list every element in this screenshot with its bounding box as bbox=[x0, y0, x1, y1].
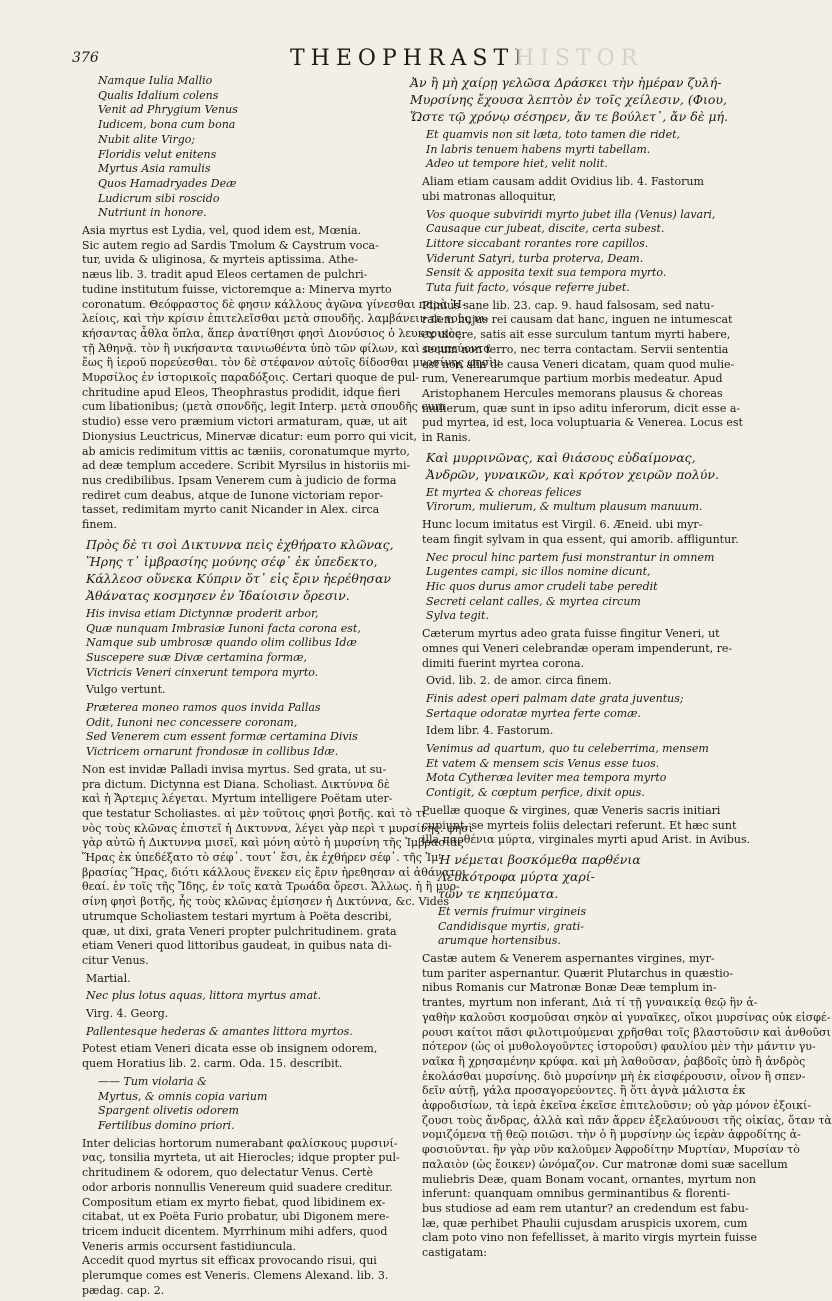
text-line: Potest etiam Veneri dicata esse ob insignem odorem, bbox=[82, 1042, 378, 1056]
text-line: ἕως ἢ ἱεροῦ πορεύεσθαι. τὸν δὲ στέφανον αὐτοῖς δίδοσθαι μυρσίνης φησὶν bbox=[82, 356, 501, 370]
ovid-verse bbox=[410, 692, 732, 721]
text-line: Ludicrum sibi roscido bbox=[98, 191, 220, 205]
text-line: Quos Hamadryades Deæ bbox=[98, 176, 237, 190]
text-line: Qualis Idalium colens bbox=[98, 88, 219, 102]
paragraph bbox=[410, 298, 743, 446]
ovid-verse bbox=[410, 742, 732, 801]
text-line: His invisa etiam Dictynnæ proderit arbor, bbox=[86, 606, 319, 620]
running-title: THEOPHRASTI bbox=[290, 46, 529, 71]
text-line: trantes, myrtum non inferant, Διὰ τί τῇ γυναικείᾳ θεῷ ἣν ἀ- bbox=[422, 996, 758, 1010]
text-line: Contigit, & cœptum perfice, dixit opus. bbox=[426, 786, 645, 800]
text-line: Nec procul hinc partem fusi monstrantur in omnem bbox=[426, 550, 715, 564]
page-number: 376 bbox=[72, 50, 99, 66]
text-line: γαθὴν καλοῦσι κοσμοῦσαι σηκὸν αἱ γυναῖκες, οἴκοι μυρσίνας οὐκ εἰσφέ- bbox=[422, 1010, 831, 1024]
quote-verse: Nec plus lotus aquas, littora myrtus amat. bbox=[86, 989, 322, 1003]
text-line: tasset, redimitam myrto canit Nicander in Alex. circa bbox=[82, 503, 380, 517]
text-line: Venimus ad quartum, quo tu celeberrima, mensem bbox=[426, 742, 709, 756]
text-line: clam poto vino non fefellisset, à marito virgis myrtein fuisse bbox=[422, 1231, 757, 1245]
latin-verse bbox=[410, 905, 732, 949]
text-line: βρασίας Ἥρας, διότι κάλλους ἕνεκεν εἰς ἔριν ἠρεθησαν αἱ ἀθάνατοι bbox=[82, 865, 467, 879]
text-line: Virorum, mulierum, & multum plausum manuum. bbox=[426, 500, 703, 514]
text-line: Littore siccabant rorantes rore capillos. bbox=[426, 236, 649, 250]
text-line: studio) esse vero præmium victori armaturam, quæ, ut ait bbox=[82, 415, 408, 429]
paragraph bbox=[410, 627, 732, 671]
text-line: tum pariter aspernantur. Quærit Plutarchus in quæstio- bbox=[422, 966, 734, 980]
text-line: Καὶ μυρρινῶνας, καὶ θιάσους εὐδαίμονας, bbox=[426, 449, 696, 465]
text-line: læ, quæ perhibet Phaulii cujusdam aruspicis uxorem, cum bbox=[422, 1216, 748, 1230]
text-line: est non alia de causa Veneri dicatam, quam quod mulie- bbox=[422, 357, 735, 371]
text-line: Suscepere suæ Divæ certamina formæ, bbox=[86, 650, 307, 664]
text-line: ναῖκα ἢ χρησαμένην κρύφα. καὶ μὴ λαθοῦσαν, ῥαβδοῖς ὑπὸ ἢ ἀνδρὸς bbox=[422, 1054, 806, 1068]
latin-verse bbox=[410, 486, 732, 515]
text-line: Aliam etiam causam addit Ovidius lib. 4. Fastorum bbox=[422, 175, 704, 189]
text-line: νας, tonsilia myrteta, ut ait Hierocles; idque propter pul- bbox=[82, 1151, 400, 1165]
text-line: nus credibilibus. Ipsam Venerem cum à judicio de forma bbox=[82, 473, 397, 487]
quote-verse: Pallentesque hederas & amantes littora myrtos. bbox=[86, 1024, 353, 1038]
text-line: Victricis Veneri cinxerunt tempora myrto. bbox=[86, 665, 319, 679]
text-line: των τε κηπεύματα. bbox=[438, 885, 559, 901]
text-line: Spargent olivetis odorem bbox=[98, 1104, 239, 1118]
text-line: omnes qui Veneri celebrandæ operam impenderunt, re- bbox=[422, 641, 733, 655]
text-line: chritudinem & odorem, quo delectatur Venus. Certè bbox=[82, 1166, 373, 1180]
virgil-verse bbox=[410, 551, 732, 625]
text-line: Asia myrtus est Lydia, vel, quod idem est, Mœnia. bbox=[82, 224, 362, 238]
text-line: Finis adest operi palmam date grata juventus; bbox=[426, 691, 684, 705]
text-line: Myrtus Asia ramulis bbox=[98, 162, 211, 176]
text-line: citur Venus. bbox=[82, 953, 149, 967]
text-line: Ἥρης τ᾽ ἰμβρασίης μούνης σέφ᾽ ἐκ ὑπεδεκτο, bbox=[86, 553, 378, 569]
text-line: Hic quos durus amor crudeli tabe peredit bbox=[426, 579, 658, 593]
text-line: ζουσι τοὺς ἄνδρας, ἀλλὰ καὶ πᾶν ἄρρεν ἐξελαύνουσι τῆς οἰκίας, ὅταν τὰ bbox=[422, 1113, 832, 1127]
text-line: καὶ ἡ Ἄρτεμις λέγεται. Myrtum intelligere Poëtam uter- bbox=[82, 792, 393, 806]
text-line: Tuta fuit facto, vósque referre jubet. bbox=[426, 281, 630, 295]
text-line: Vos quoque subviridi myrto jubet illa (Venus) lavari, bbox=[426, 207, 716, 221]
text-line: pra dictum. Dictynna est Diana. Scholiast. Δικτύννα δὲ bbox=[82, 777, 390, 791]
text-line: rediret cum deabus, atque de Iunone victoriam repor- bbox=[82, 488, 384, 502]
paragraph bbox=[70, 762, 474, 969]
horace-verse bbox=[70, 1075, 398, 1134]
text-line: Veneris armis occursent fastidiuncula. bbox=[82, 1239, 297, 1253]
text-line: Non est invidæ Palladi invisa myrtus. Sed grata, ut su- bbox=[82, 762, 387, 776]
text-line: Mota Cytheræa leviter mea tempora myrto bbox=[426, 771, 667, 785]
text-line: quæ, ut dixi, grata Veneri propter pulchritudinem. grata bbox=[82, 924, 397, 938]
text-line: Dionysius Leuctricus, Minervæ dicatur: eum porro qui vicit, bbox=[82, 429, 418, 443]
greek-verse bbox=[410, 449, 732, 483]
text-line: Et vatem & mensem scis Venus esse tuos. bbox=[426, 756, 660, 770]
text-line: Quæ nunquam Imbrasiæ Iunoni facta corona est, bbox=[86, 621, 361, 635]
text-line: Cæterum myrtus adeo grata fuisse fingitur Veneri, ut bbox=[422, 627, 720, 641]
text-line: Causaque cur jubeat, discite, certa subest. bbox=[426, 222, 665, 236]
text-line: nibus Romanis cur Matronæ Bonæ Deæ templum in- bbox=[422, 981, 717, 995]
text-line: arumque hortensibus. bbox=[438, 934, 561, 948]
text-line: Adeo ut tempore hiet, velit nolit. bbox=[426, 157, 608, 171]
text-line: Et quamvis non sit læta, toto tamen die ridet, bbox=[426, 128, 681, 141]
text-line: Ἀνδρῶν, γυναικῶν, καὶ κρότον χειρῶν πολύν. bbox=[426, 466, 719, 482]
text-line: Iudicem, bona cum bona bbox=[98, 118, 236, 132]
paragraph bbox=[70, 1042, 398, 1071]
text-line: Secreti celant calles, & myrtea circum bbox=[426, 594, 641, 608]
text-line: muliebris Deæ, quam Bonam vocant, ornantes, myrtum non bbox=[422, 1172, 756, 1186]
text-line: Πρὸς δὲ τι σοὶ Δικτυννα πεὶς ἐχθήρατο κλῶνας, bbox=[86, 536, 394, 552]
text-line: Candidisque myrtis, grati- bbox=[438, 919, 584, 933]
text-line: Namque sub umbrosæ quando olim collibus Idæ bbox=[86, 636, 357, 650]
text-line: pædag. cap. 2. bbox=[82, 1283, 165, 1297]
text-line: Floridis velut enitens bbox=[98, 147, 217, 161]
text-line: Ὥστε τῷ χρόνῳ σέσηρεν, ἄν τε βούλετ᾽, ἄν δὲ μή. bbox=[410, 109, 728, 124]
text-line: Sic autem regio ad Sardis Tmolum & Caystrum voca- bbox=[82, 238, 379, 252]
vulgo-label: Vulgo vertunt. bbox=[86, 683, 166, 697]
text-line: Ἡ νέμεται βοσκόμεθα παρθένια bbox=[438, 851, 641, 867]
text-line: Sensit & apposita texit sua tempora myrto. bbox=[426, 266, 667, 280]
text-line: Κάλλεοσ οὕνεκα Κύπριν ὅτ᾽ εἰς ἔριν ἠερέθησαν bbox=[86, 570, 391, 586]
text-line: Μυρσίνης ἔχουσα λεπτὸν ἐν τοῖς χείλεσιν, (Φιου, bbox=[410, 92, 727, 107]
text-line: in Ranis. bbox=[422, 431, 471, 445]
text-line: Sertaque odoratæ myrtea ferte comæ. bbox=[426, 706, 641, 720]
text-line: coronatum. Θεόφραστος δὲ φησιν κάλλους ἀγῶνα γίνεσθαι παρὰ Ἠ- bbox=[82, 297, 466, 311]
text-line: team fingit sylvam in qua essent, qui amorib. affliguntur. bbox=[422, 532, 739, 546]
text-line: Λευκότροφα μύρτα χαρί- bbox=[438, 868, 595, 884]
text-line: citabat, ut ex Poëta Furio probatur, ubi Digonem mere- bbox=[82, 1210, 390, 1224]
text-line: τῇ Ἀθηνᾷ. τὸν ἢ νικήσαντα ταινιωθέντα ὑπὸ τῶν φίλων, καὶ πομπεύοντα bbox=[82, 341, 491, 355]
text-line: —— Tum violaria & bbox=[98, 1074, 207, 1088]
paragraph bbox=[410, 952, 832, 1261]
text-line: ἐκολάσθαι μυρσίνης. διὸ μυρσίνην μὴ ἐκ εἰσφέρουσιν, οἶνον ἢ σπεν- bbox=[422, 1069, 806, 1083]
text-line: mulierum, quæ sunt in ipso aditu inferorum, dicit esse a- bbox=[422, 401, 741, 415]
text-line: Viderunt Satyri, turba proterva, Deam. bbox=[426, 251, 644, 265]
text-line: pud myrtea, id est, loca voluptuaria & Venerea. Locus est bbox=[422, 416, 743, 430]
citation-label: Idem libr. 4. Fastorum. bbox=[426, 724, 554, 738]
text-line: λείοις, καὶ τὴν κρίσιν ἐπιτελεῖσθαι μετὰ σπουδῆς. λαμβάνειν τε τοὺς νι- bbox=[82, 312, 489, 326]
text-line: Odit, Iunoni nec concessere coronam, bbox=[86, 715, 298, 729]
text-line: Nutriunt in honore. bbox=[98, 206, 207, 220]
text-line: finem. bbox=[82, 518, 117, 532]
catullus-verse bbox=[70, 74, 398, 221]
text-line: Puellæ quoque & virgines, quæ Veneris sacris initiari bbox=[422, 803, 721, 817]
text-line: cupiunt, se myrteis foliis delectari referunt. Et hæc sunt bbox=[422, 818, 737, 832]
text-line: Hunc locum imitatus est Virgil. 6. Æneid. ubi myr- bbox=[422, 518, 703, 532]
text-line: φοσιοῦνται. ἣν γὰρ νῦν καλοῦμεν Ἀφροδίτην Μυρτίαν, Μυρσίαν τὸ bbox=[422, 1143, 800, 1157]
text-line: ab amicis redimitum vittis ac tæniis, coronatumque myrto, bbox=[82, 444, 410, 458]
text-line: castigatam: bbox=[422, 1246, 488, 1260]
text-line: bus studiose ad eam rem utantur? an credendum est fabu- bbox=[422, 1202, 749, 1215]
latin-verse bbox=[410, 128, 732, 172]
paragraph bbox=[410, 175, 732, 204]
text-line: Sylva tegit. bbox=[426, 609, 489, 623]
text-line: Ἀθάνατας κοσμησεν ἐν Ἰδαίοισιν ὄρεσιν. bbox=[86, 587, 350, 603]
citation-label: Martial. bbox=[86, 971, 131, 985]
text-line: σίνη φησὶ βοτῆς, ἧς τοὺς κλῶνας ἐμίσησεν ἡ Δικτύννα, &c. Vides bbox=[82, 895, 449, 909]
text-line: tur, uvida & uliginosa, & myrteis aptissima. Athe- bbox=[82, 253, 358, 267]
text-line: Victricem ornarunt frondosæ in collibus Idæ. bbox=[86, 745, 339, 759]
text-line: que testatur Scholiastes. αἱ μὲν τοῦτοις φησὶ βοτῆς. καὶ τὸ τι- bbox=[82, 806, 430, 820]
text-line: Et vernis fruimur virgineis bbox=[438, 904, 587, 918]
text-line: Nubit alite Virgo; bbox=[98, 132, 196, 146]
text-line: νομιζόμενα τῇ θεῷ ποιῶσι. τὴν ὁ ἢ μυρσίνην ὡς ἱερὰν ἀφροδίτης ἀ- bbox=[422, 1128, 801, 1142]
text-line: næus lib. 3. tradit apud Eleos certamen de pulchri- bbox=[82, 268, 368, 282]
text-line: Castæ autem & Venerem aspernantes virgines, myr- bbox=[422, 952, 715, 966]
text-line: chritudine apud Eleos, Theophrastus prodidit, idque fieri bbox=[82, 385, 401, 399]
text-line: Accedit quod myrtus sit efficax provocando risui, qui bbox=[82, 1254, 377, 1268]
text-line: παλαιὸν (ὡς ἔοικεν) ὠνόμαζον. Cur matronæ domi suæ sacellum bbox=[422, 1157, 788, 1171]
text-line: etiam Veneri quod littoribus gaudeat, in quibus nata di- bbox=[82, 939, 392, 953]
bleed-through-text: HISTOR bbox=[515, 46, 644, 71]
text-line: Namque Iulia Mallio bbox=[98, 74, 213, 87]
paragraph bbox=[410, 803, 751, 848]
text-line: Venit ad Phrygium Venus bbox=[98, 103, 238, 117]
text-line: tudine institutum fuisse, victoremque a: Minerva myrto bbox=[82, 282, 392, 296]
text-line: πότερον (ὡς οἱ μυθολογοῦντες ἱστοροῦσι) φαυλίου μὲν τὴν μάντιν γυ- bbox=[422, 1040, 816, 1054]
right-column bbox=[410, 74, 832, 1264]
text-line: νὸς τοὺς κλῶνας ἐπιστεῖ ἡ Δικτυννα, λέγει γὰρ περὶ τ μυρσίνης. φησὶ bbox=[82, 821, 474, 835]
text-line: plerumque comes est Veneris. Clemens Alexand. lib. 3. bbox=[82, 1269, 389, 1283]
text-line: In labris tenuem habens myrti tabellam. bbox=[426, 142, 651, 156]
greek-verse bbox=[410, 74, 732, 125]
text-line: κήσαντας ἆθλα ὅπλα, ἅπερ ἀνατίθησι φησὶ Διονύσιος ὁ λευκτρικὸς bbox=[82, 326, 462, 340]
text-line: Ἥρας ἐκ ὑπεδέξατο τὸ σέφ᾽. τουτ᾽ ἔσι, ἐκ ἐχθήρεν σέφ᾽. τῆς Ἰμ- bbox=[82, 851, 443, 865]
text-line: utrumque Scholiastem testari myrtum à Poëta describi, bbox=[82, 909, 392, 923]
text-line: cum libationibus; (μετὰ σπονδῆς, legit Interp. μετὰ σπουδῆς cum bbox=[82, 400, 446, 414]
text-line: rum, Venerearumque partium morbis medeatur. Apud bbox=[422, 372, 723, 386]
text-line: ralem hujus rei causam dat hanc, inguen ne intumescat bbox=[422, 313, 733, 327]
text-line: inferunt: quanquam omnibus germinantibus & florenti- bbox=[422, 1187, 730, 1201]
latin-verse bbox=[70, 701, 398, 760]
text-line: Præterea moneo ramos quos invida Pallas bbox=[86, 701, 321, 715]
greek-verse bbox=[410, 851, 732, 902]
text-line: tricem inducit dicentem. Myrrhinum mihi adfers, quod bbox=[82, 1224, 388, 1238]
text-line: secum non ferro, nec terra contactam. Servii sententia bbox=[422, 342, 729, 356]
paragraph bbox=[70, 1137, 398, 1299]
text-line: Compositum etiam ex myrto fiebat, quod libidinem ex- bbox=[82, 1195, 386, 1209]
text-line: Aristophanem Hercules memorans plausus & choreas bbox=[422, 386, 723, 400]
text-line: ex ulcere, satis ait esse surculum tantum myrti habere, bbox=[422, 328, 731, 342]
text-line: Et myrtea & choreas felices bbox=[426, 485, 582, 499]
text-line: odor arboris nonnullis Venereum quid suadere creditur. bbox=[82, 1180, 393, 1194]
text-line: Lugentes campi, sic illos nomine dicunt, bbox=[426, 565, 651, 579]
text-line: δεῖν αὐτῇ, γάλα προσαγορεύοντες. ἢ ὅτι ἁγνὰ μάλιστα ἐκ bbox=[422, 1084, 746, 1098]
ovid-verse bbox=[410, 208, 732, 296]
text-line: Fertilibus domino priori. bbox=[98, 1119, 235, 1132]
text-line: Plinius sane lib. 23. cap. 9. haud falsosam, sed natu- bbox=[422, 298, 715, 312]
text-line: Ἀν ἢ μὴ χαίρῃ γελῶσα Δράσκει τὴν ἡμέραν ζυλή- bbox=[410, 75, 722, 90]
latin-verse bbox=[70, 607, 398, 681]
text-line: Sed Venerem cum essent formæ certamina Divis bbox=[86, 730, 358, 744]
citation-label: Virg. 4. Georg. bbox=[86, 1007, 169, 1021]
text-line: ρουσι καίτοι πᾶσι φιλοτιμούμεναι χρῆσθαι τοῖς βλαστοῦσιν καὶ ἀνθοῦσι bbox=[422, 1025, 831, 1039]
page-header bbox=[0, 42, 800, 72]
text-line: γὰρ αὐτῶ ἡ Δικτυννα μισεῖ, καὶ μόνη αὐτὸ ἡ μυρσίνη τῆς Ἰμβρασίας bbox=[82, 836, 464, 850]
text-line: ἀφροδισίων, τὰ ἱερὰ ἐκεῖνα ἐκεῖσε ἐπιτελοῦσιν; οὐ γὰρ μόνον ἐξοικί- bbox=[422, 1099, 811, 1113]
text-line: Inter delicias hortorum numerabant φαλίσκους μυρσινί- bbox=[82, 1136, 398, 1150]
paragraph bbox=[410, 518, 739, 547]
text-line: ad deæ templum accedere. Scribit Myrsilus in historiis mi- bbox=[82, 459, 411, 473]
text-line: θεαί. ἐν τοῖς τῆς Ἴδης, ἐν τοῖς κατὰ Τρωάδα ὄρεσι. Ἄλλως. ἡ ἢ μυρ- bbox=[82, 880, 460, 894]
text-line: Myrtus, & omnis copia varium bbox=[98, 1089, 268, 1103]
greek-verse bbox=[70, 536, 398, 604]
text-line: ubi matronas alloquitur, bbox=[422, 189, 557, 203]
text-line: quem Horatius lib. 2. carm. Oda. 15. describit. bbox=[82, 1057, 343, 1071]
text-line: illa παρθένια μύρτα, virginales myrti apud Arist. in Avibus. bbox=[422, 833, 751, 847]
text-line: Μυρσίλος ἐν ἱστορικοῖς παραδόξοις. Certari quoque de pul- bbox=[82, 371, 420, 385]
citation-label: Ovid. lib. 2. de amor. circa finem. bbox=[426, 674, 612, 688]
text-line: dimiti fuerint myrtea corona. bbox=[422, 656, 585, 670]
